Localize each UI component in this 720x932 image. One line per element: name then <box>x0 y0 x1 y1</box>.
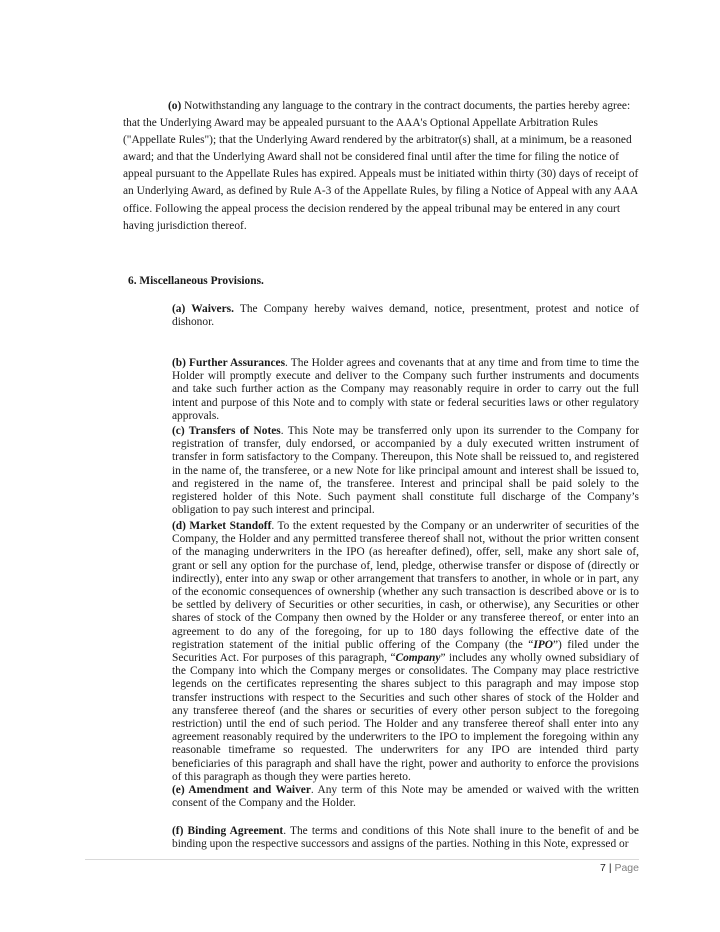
paragraph-c-text: . This Note may be transferred only upon its surrender to the Company for registration of transfer, duly endorsed, or accompanied by a duly executed written instrument of transfer in form satisfactory to the Company. Thereupon, this Note shall be reissued to, and registered in the name of, the transferee, or a new Note for like principal amount and interest shall be issued to, and registered in the name of, the transferee. Interest and principal shall be paid solely to the registered holder of this Note. Such payment shall constitute full discharge of the Company’s obligation to pay such interest and principal. <box>172 425 639 517</box>
paragraph-e <box>85 784 639 810</box>
paragraph-o-text: Notwithstanding any language to the contrary in the contract documents, the parties hereby agree: that the Underlying Award may be appealed pursuant to the AAA's Optional Appellate Arbitration Rules ("Appellate Rules"); that the Underlying Award rendered by the arbitrator(s) shall, at a minimum, be a reasoned award; and that the Underlying Award shall not be considered final until after the time for filing the notice of appeal pursuant to the Appellate Rules has expired. Appeals must be initiated within thirty (30) days of receipt of an Underlying Award, as defined by Rule A-3 of the Appellate Rules, by filing a Notice of Appeal with any AAA office. Following the appeal process the decision rendered by the appeal tribunal may be entered in any court having jurisdiction thereof. <box>123 100 639 232</box>
footer-separator: | <box>608 862 612 874</box>
paragraph-o <box>123 98 639 235</box>
paragraph-d-company-term: Company <box>395 652 441 665</box>
paragraph-b <box>85 357 639 423</box>
page-number: 7 <box>600 862 606 874</box>
paragraph-f <box>85 825 639 851</box>
paragraph-d-ipo-term: IPO <box>533 638 553 651</box>
paragraph-a-label: (a) Waivers. <box>172 303 234 315</box>
paragraph-d-text-1: . To the extent requested by the Company or an underwriter of securities of the Company, the Holder and any permitted transferee thereof shall not, without the prior written consent of the managing underwriters in the IPO (as hereafter defined), offer, sell, make any short sale of, grant or sell any option for the purchase of, lend, pledge, otherwise transfer or dispose of (directly or indirectly), enter into any swap or other arrangement that transfers to another, in whole or in part, any of the economic consequences of ownership (whether any such transaction is described above or is to be settled by delivery of Securities or other securities, in cash, or otherwise), any Securities or other shares of stock of the Company then owned by the Holder or any transferee thereof, or enter into an agreement to do any of the foregoing, for up to 180 days following the effective date of the registration statement of the initial public offering of the Company (the “ <box>172 520 640 651</box>
paragraph-d <box>85 520 639 784</box>
paragraph-d-label: (d) Market Standoff <box>172 520 272 532</box>
paragraph-d-text-2: ”) filed under the Securities Act. For purposes of this paragraph, “ <box>172 638 639 665</box>
paragraph-c-label: (c) Transfers of Notes <box>172 425 281 437</box>
paragraph-b-label: (b) Further Assurances <box>172 357 286 369</box>
paragraph-e-text: . Any term of this Note may be amended or waived with the written consent of the Company and the Holder. <box>172 784 639 810</box>
paragraph-f-text: . The terms and conditions of this Note shall inure to the benefit of and be binding upon the respective successors and assigns of the parties. Nothing in this Note, expressed or <box>172 825 639 851</box>
paragraph-e-label: (e) Amendment and Waiver <box>172 784 311 796</box>
page-label: Page <box>614 862 639 874</box>
paragraph-d-text-3: ” includes any wholly owned subsidiary of the Company into which the Company merges or consolidates. The Company may place restrictive legends on the certificates representing the shares subject to this paragraph and may impose stop transfer instructions with respect to the Securities and such other shares of stock of the Holder and any transferee thereof (and the shares or securities of every other person subject to the foregoing restriction) until the end of such period. The Holder and any transferee thereof shall enter into any agreement reasonably required by the underwriters to the IPO to implement the foregoing within any reasonable timeframe so requested. The underwriters for any IPO are intended third party beneficiaries of this paragraph and shall have the right, power and authority to enforce the provisions of this paragraph as though they were parties hereto. <box>172 652 639 783</box>
paragraph-c <box>85 425 639 517</box>
paragraph-o-marker: (o) <box>168 100 182 112</box>
paragraph-f-label: (f) Binding Agreement <box>172 825 284 837</box>
paragraph-b-text: . The Holder agrees and covenants that at any time and from time to time the Holder will promptly execute and deliver to the Company such further instruments and documents and take such further action as the Company may reasonably require in order to carry out the full intent and purpose of this Note and to comply with state or federal securities laws or other regulatory approvals. <box>172 357 639 422</box>
page-footer <box>600 862 639 874</box>
paragraph-a-text: The Company hereby waives demand, notice, presentment, protest and notice of dishonor. <box>172 303 639 329</box>
section-heading: 6. Miscellaneous Provisions. <box>128 275 264 287</box>
footer-rule <box>85 859 639 860</box>
paragraph-a <box>85 303 639 329</box>
